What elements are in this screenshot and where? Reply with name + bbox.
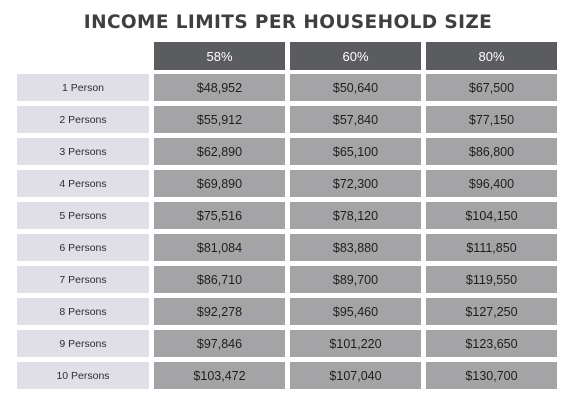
column-header-60: 60% [290,42,421,70]
income-limit-60: $50,640 [290,74,421,101]
income-limit-60: $95,460 [290,298,421,325]
page-title: INCOME LIMITS PER HOUSEHOLD SIZE [83,12,493,33]
income-limit-58: $81,084 [154,234,285,261]
table-row [17,202,559,229]
column-header-58: 58% [154,42,285,70]
income-limit-80: $86,800 [426,138,557,165]
table-row [17,330,559,357]
income-limit-60: $65,100 [290,138,421,165]
income-limit-80: $104,150 [426,202,557,229]
income-limits-table [17,42,559,389]
income-limit-60: $89,700 [290,266,421,293]
table-row [17,74,559,101]
income-limit-58: $48,952 [154,74,285,101]
income-limit-80: $96,400 [426,170,557,197]
income-limit-60: $107,040 [290,362,421,389]
household-size-label: 7 Persons [17,266,149,293]
income-limit-58: $69,890 [154,170,285,197]
table-row [17,362,559,389]
income-limit-60: $78,120 [290,202,421,229]
household-size-label: 1 Person [17,74,149,101]
income-limit-80: $111,850 [426,234,557,261]
income-limit-80: $127,250 [426,298,557,325]
income-limit-80: $130,700 [426,362,557,389]
household-size-label: 9 Persons [17,330,149,357]
income-limit-80: $119,550 [426,266,557,293]
income-limit-80: $77,150 [426,106,557,133]
income-limit-58: $92,278 [154,298,285,325]
table-row [17,138,559,165]
income-limit-80: $123,650 [426,330,557,357]
income-limit-58: $97,846 [154,330,285,357]
income-limit-58: $75,516 [154,202,285,229]
table-row [17,266,559,293]
table-row [17,170,559,197]
column-header-80: 80% [426,42,557,70]
income-limit-58: $103,472 [154,362,285,389]
household-size-label: 8 Persons [17,298,149,325]
table-row [17,106,559,133]
household-size-label: 6 Persons [17,234,149,261]
income-limit-60: $72,300 [290,170,421,197]
household-size-label: 10 Persons [17,362,149,389]
table-row [17,234,559,261]
household-size-label: 2 Persons [17,106,149,133]
household-size-label: 5 Persons [17,202,149,229]
income-limit-60: $83,880 [290,234,421,261]
income-limit-58: $86,710 [154,266,285,293]
household-size-label: 3 Persons [17,138,149,165]
table-header-row [17,42,559,70]
table-body [17,74,559,389]
income-limit-60: $57,840 [290,106,421,133]
income-limit-58: $55,912 [154,106,285,133]
household-size-label: 4 Persons [17,170,149,197]
income-limit-60: $101,220 [290,330,421,357]
income-limit-80: $67,500 [426,74,557,101]
income-limit-58: $62,890 [154,138,285,165]
header-spacer [17,42,149,70]
table-row [17,298,559,325]
